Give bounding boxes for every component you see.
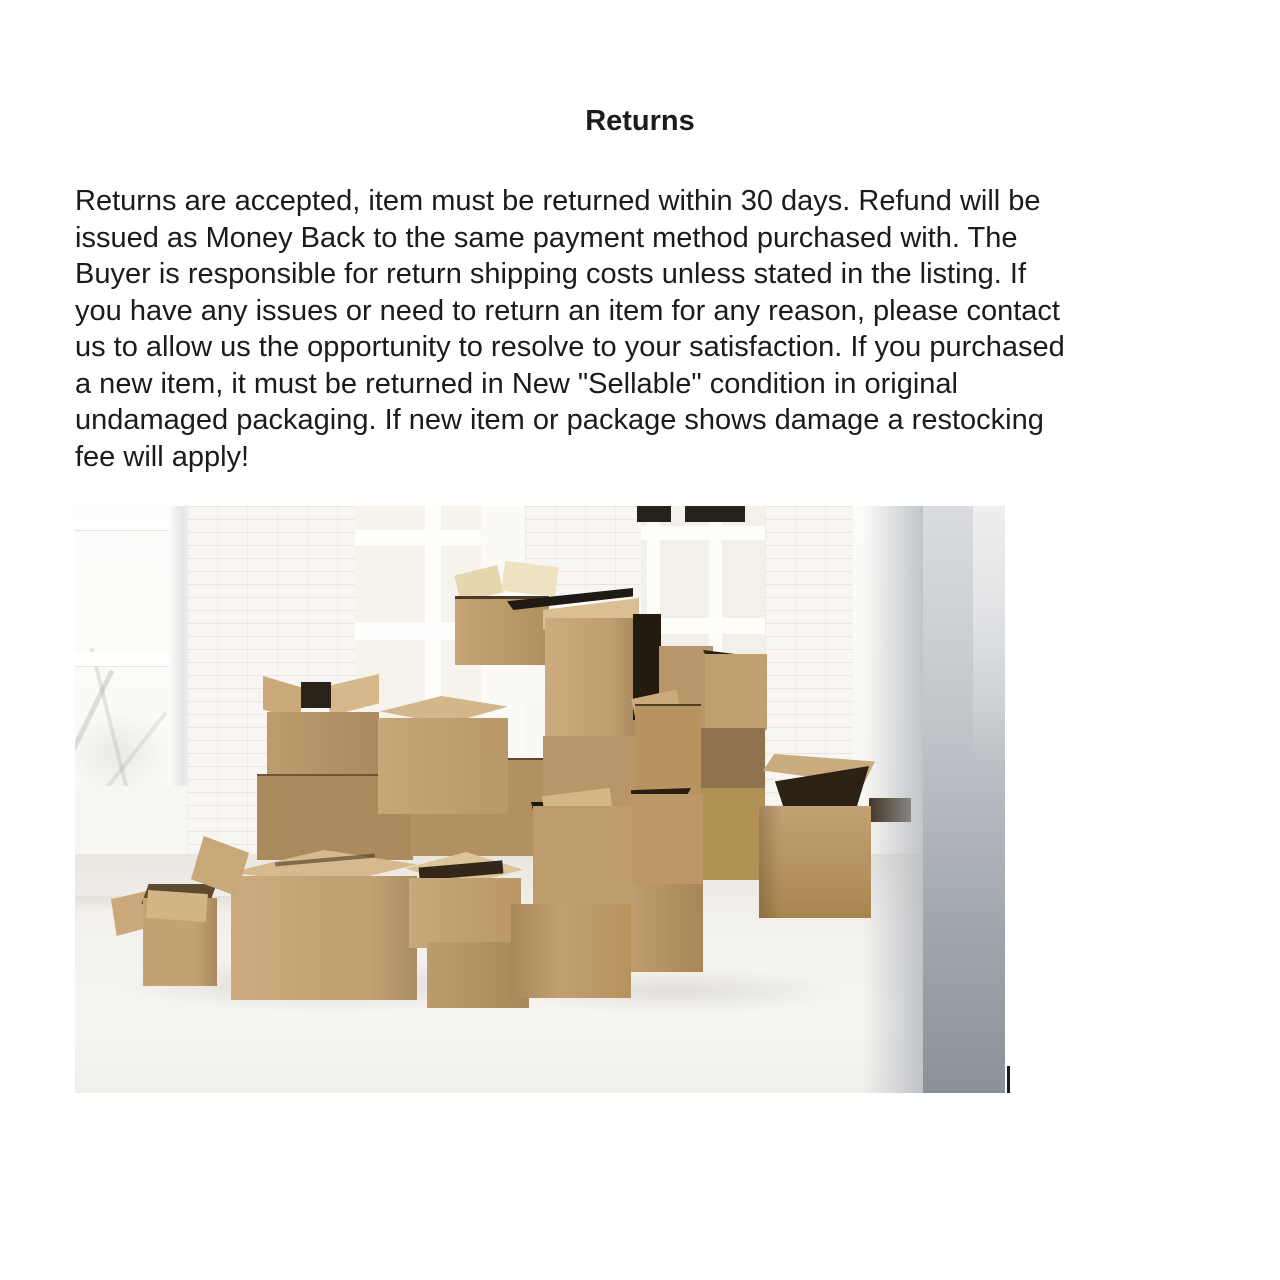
cardboard-box xyxy=(629,884,703,972)
window-muntin xyxy=(355,530,481,546)
returns-policy-paragraph xyxy=(75,183,1225,475)
cardboard-box xyxy=(635,704,701,796)
window-muntin xyxy=(671,506,685,522)
cardboard-box xyxy=(695,788,765,880)
paragraph-line: Buyer is responsible for return shipping costs unless stated in the listing. If xyxy=(75,258,1027,290)
gray-wall-highlight xyxy=(973,506,1005,766)
cardboard-box xyxy=(699,728,765,790)
paragraph-line: us to allow us the opportunity to resolve to your satisfaction. If you purchased xyxy=(75,331,1065,363)
paragraph-line: fee will apply! xyxy=(75,440,250,473)
cardboard-box-flap xyxy=(146,890,208,922)
gray-wall-fade xyxy=(863,506,925,1093)
cardboard-box xyxy=(545,618,635,738)
paragraph-line: a new item, it must be returned in New "Sellable" condition in original xyxy=(75,367,958,400)
box-opening-dark xyxy=(301,682,331,708)
moving-boxes-photo[interactable] xyxy=(75,506,1005,1093)
cardboard-box xyxy=(631,794,703,886)
text-caret xyxy=(1007,1066,1010,1093)
paragraph-line: Returns are accepted, item must be returned within 30 days. Refund will be xyxy=(75,185,1041,217)
cardboard-box xyxy=(409,878,521,948)
window-top-shadow xyxy=(637,506,745,522)
cardboard-box xyxy=(378,718,508,814)
page-title: Returns xyxy=(585,105,695,137)
paragraph-line: issued as Money Back to the same payment method purchased with. The xyxy=(75,221,1018,254)
cardboard-box-flap xyxy=(501,561,558,597)
cardboard-box xyxy=(533,806,633,906)
cardboard-box xyxy=(231,876,417,1000)
paragraph-line: undamaged packaging. If new item or package shows damage a restocking xyxy=(75,404,1044,436)
window-muntin xyxy=(641,526,765,540)
paragraph-line: you have any issues or need to return an item for any reason, please contact xyxy=(75,294,1060,327)
open-box-tray xyxy=(759,806,871,918)
cardboard-box xyxy=(511,904,631,998)
cardboard-box xyxy=(705,654,767,730)
